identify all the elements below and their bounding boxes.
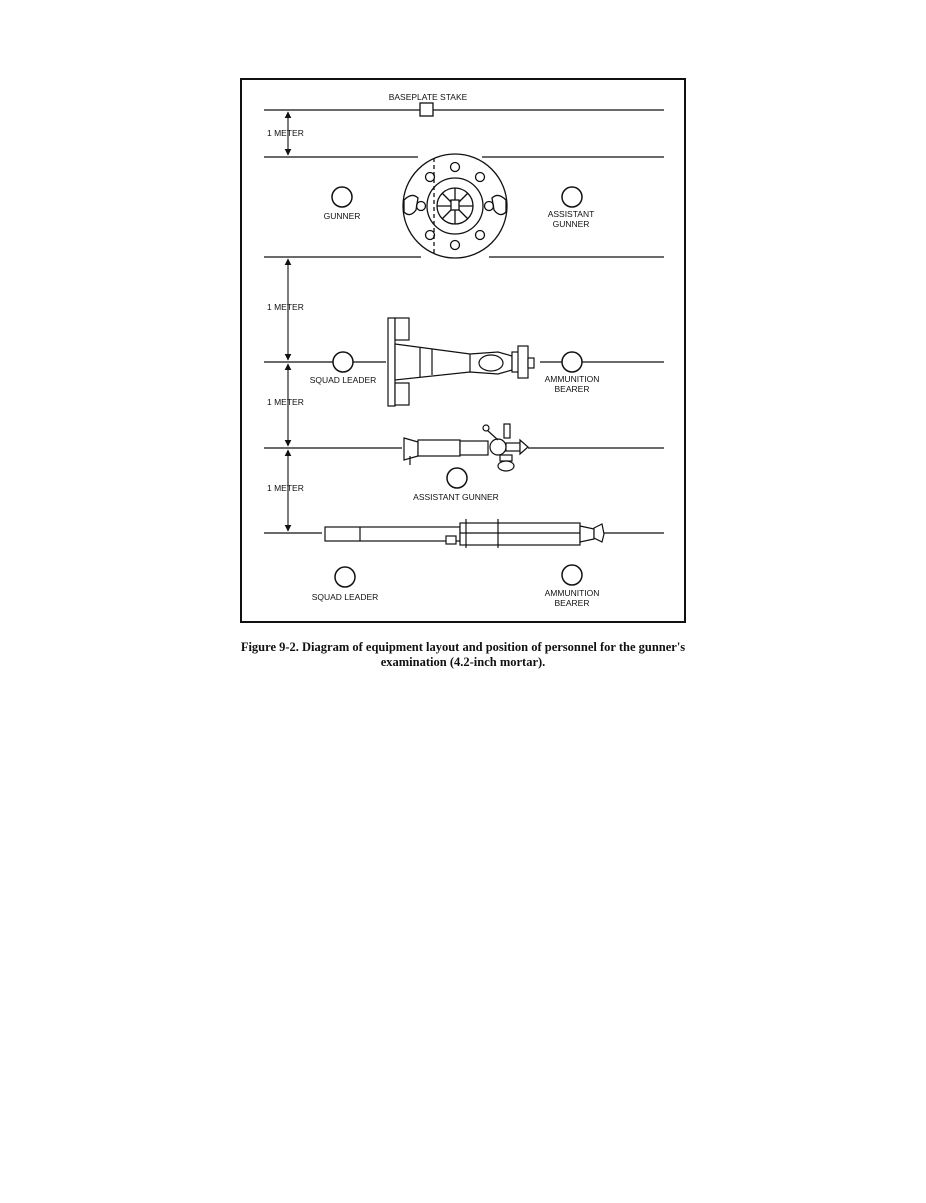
baseplate-stake-icon (420, 103, 433, 116)
ammunition-bearer-2-position-icon (562, 565, 582, 585)
squad-leader-label: SQUAD LEADER (309, 375, 377, 385)
bipod-icon (388, 318, 534, 406)
dimension-label: 1 METER (267, 302, 304, 312)
assistant-gunner-2-position-icon (447, 468, 467, 488)
caption-line: examination (4.2-inch mortar). (380, 655, 546, 669)
squad-leader-position-icon (333, 352, 353, 372)
dimension-label: 1 METER (267, 128, 304, 138)
cannon-icon (325, 519, 604, 548)
baseplate-icon (403, 154, 507, 258)
gunner-position-icon (332, 187, 352, 207)
ammunition-bearer-2-label: BEARER (554, 598, 590, 608)
sight-icon (404, 424, 528, 471)
dimension-label: 1 METER (267, 397, 304, 407)
assistant-gunner-label: ASSISTANT (547, 209, 595, 219)
assistant-gunner-2-label: ASSISTANT GUNNER (413, 492, 499, 502)
caption-line: Figure 9-2. Diagram of equipment layout and position of personnel for the gunner's (240, 640, 686, 654)
ammunition-bearer-label: AMMUNITION (544, 374, 600, 384)
squad-leader-2-position-icon (335, 567, 355, 587)
squad-leader-2-label: SQUAD LEADER (311, 592, 379, 602)
ammunition-bearer-label: BEARER (554, 384, 590, 394)
dimension-label: 1 METER (267, 483, 304, 493)
assistant-gunner-position-icon (562, 187, 582, 207)
ammunition-bearer-2-label: AMMUNITION (544, 588, 600, 598)
figure-caption (200, 640, 726, 670)
ammunition-bearer-position-icon (562, 352, 582, 372)
assistant-gunner-label: GUNNER (552, 219, 590, 229)
gunner-label: GUNNER (323, 211, 361, 221)
baseplate-stake-label: BASEPLATE STAKE (388, 92, 468, 102)
